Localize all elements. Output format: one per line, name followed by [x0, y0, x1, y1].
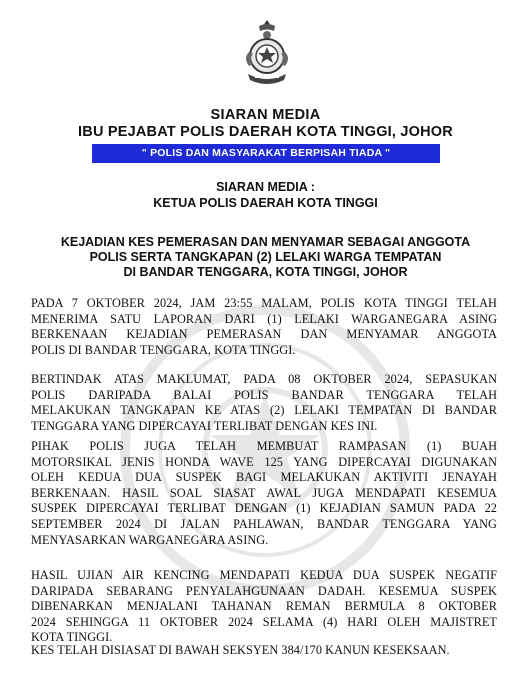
paragraph-report — [31, 296, 497, 358]
paragraph-line: POLIS DI BANDAR TENGGARA, KOTA TINGGI. — [31, 342, 296, 357]
paragraph-line: PIHAK POLIS JUGA TELAH MEMBUAT RAMPASAN (1) BUAH — [31, 439, 497, 453]
paragraph-line: MOTORSIKAL JENIS HONDA WAVE 125 YANG DIPERCAYAI DIGUNAKAN — [31, 454, 497, 469]
office-title: IBU PEJABAT POLIS DAERAH KOTA TINGGI, JOHOR — [78, 124, 453, 140]
motto-banner: " POLIS DAN MASYARAKAT BERPISAH TIADA " — [92, 144, 440, 163]
paragraph-line: KES TELAH DISIASAT DI BAWAH SEKSYEN 384/170 KANUN KESEKSAAN. — [31, 643, 450, 657]
paragraph-arrest — [31, 372, 497, 434]
police-crest-icon — [241, 18, 293, 88]
paragraph-line: KOTA TINGGI. — [31, 630, 113, 645]
event-headline-line: POLIS SERTA TANGKAPAN (2) LELAKI WARGA TEMPATAN — [89, 250, 442, 264]
paragraph-line: BERKENAAN. HASIL SOAL SIASAT AWAL JUGA MENDAPATI KESEMUA — [31, 485, 497, 500]
paragraph-line: DIBENARKAN MENJALANI TAHANAN REMAN BERMULA 8 OKTOBER — [31, 599, 497, 614]
paragraph-line: TENGGARA YANG DIPERCAYAI TERLIBAT DENGAN KES INI. — [31, 418, 378, 433]
paragraph-line: SUSPEK DIPERCAYAI TERLIBAT DENGAN (1) KEJADIAN SAMUN PADA 22 — [31, 501, 497, 516]
paragraph-line: SEPTEMBER 2024 DI JALAN PAHLAWAN, BANDAR TENGGARA YANG — [31, 516, 497, 531]
paragraph-line: OLEH KEDUA DUA SUSPEK BAGI MELAKUKAN AKTIVITI JENAYAH — [31, 470, 497, 485]
paragraph-line: POLIS DARIPADA BALAI POLIS BANDAR TENGGARA TELAH — [31, 387, 497, 402]
paragraph-line: BERTINDAK ATAS MAKLUMAT, PADA 08 OKTOBER 2024, SEPASUKAN — [31, 372, 497, 386]
paragraph-line: 2024 SEHINGGA 11 OKTOBER 2024 SELAMA (4) HARI OLEH MAJISTRET — [31, 614, 497, 629]
paragraph-charge — [31, 643, 497, 659]
paragraph-line: HASIL UJIAN AIR KENCING MENDAPATI KEDUA DUA SUSPEK NEGATIF — [31, 568, 497, 582]
paragraph-remand — [31, 568, 497, 646]
event-headline-line: DI BANDAR TENGGARA, KOTA TINGGI, JOHOR — [123, 265, 408, 279]
subheading-issuer: KETUA POLIS DAERAH KOTA TINGGI — [153, 196, 378, 210]
paragraph-line: MENYASARKAN WARGANEGARA ASING. — [31, 532, 269, 547]
paragraph-line: MELAKUKAN TANGKAPAN KE ATAS (2) LELAKI TEMPATAN DI BANDAR — [31, 403, 497, 418]
paragraph-line: BERKENAAN KEJADIAN PEMERASAN DAN MENYAMAR ANGGOTA — [31, 327, 497, 342]
subheading-label: SIARAN MEDIA : — [216, 180, 315, 194]
paragraph-line: MENERIMA SATU LAPORAN DARI (1) LELAKI WARGANEGARA ASING — [31, 311, 497, 326]
paragraph-line: DARIPADA SEBARANG PENYALAHGUNAAN DADAH. KESEMUA SUSPEK — [31, 583, 497, 598]
paragraph-line: PADA 7 OKTOBER 2024, JAM 23:55 MALAM, POLIS KOTA TINGGI TELAH — [31, 296, 497, 310]
page-title: SIARAN MEDIA — [210, 107, 321, 123]
event-headline-line: KEJADIAN KES PEMERASAN DAN MENYAMAR SEBAGAI ANGGOTA — [60, 235, 471, 249]
paragraph-seizure — [31, 439, 497, 548]
